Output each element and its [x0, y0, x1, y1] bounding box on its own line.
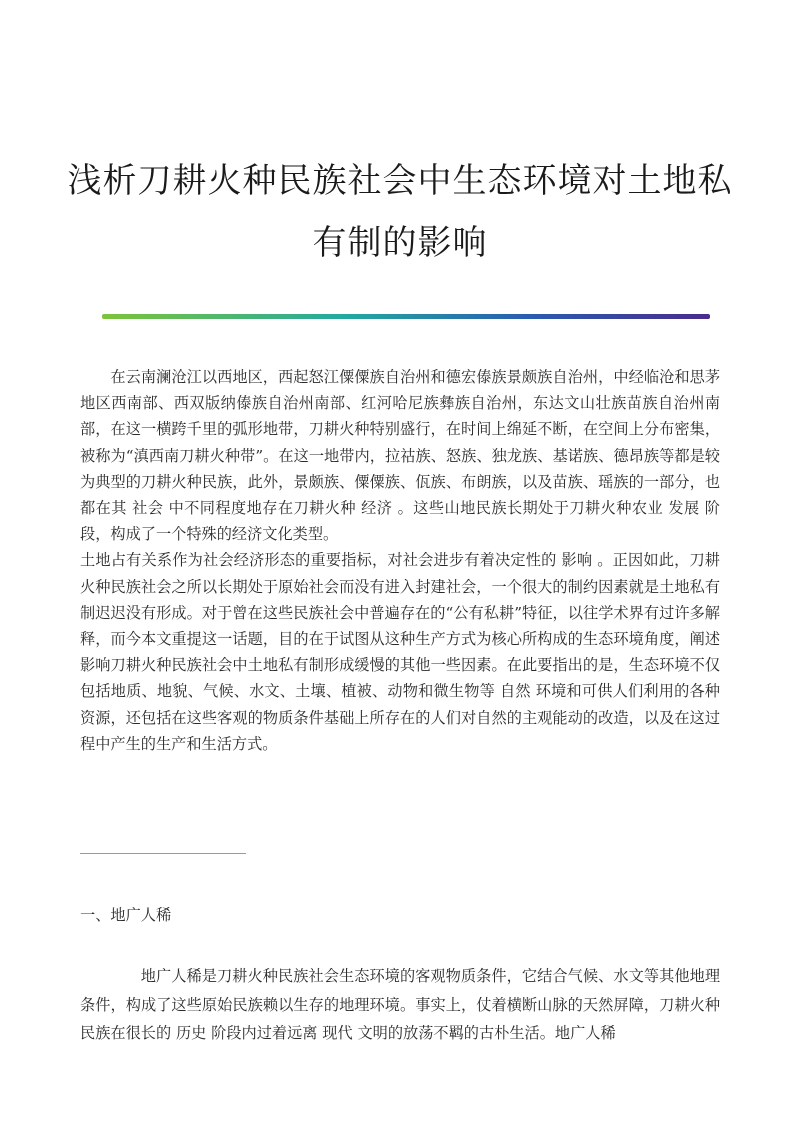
footnote-divider — [80, 853, 246, 854]
document-title — [60, 150, 740, 274]
title-gradient-divider — [102, 314, 710, 319]
title-line-1: 浅析刀耕火种民族社会中生态环境对土地私 — [67, 161, 733, 201]
intro-paragraph-2: 土地占有关系作为社会经济形态的重要指标，对社会进步有着决定性的 影响 。正因如此，刀耕火种民族社会之所以长期处于原始社会而没有进入封建社会，一个很大的制约因素就是土地私有制迟迟没有形成。对于曾在这些民族社会中普遍存在的“公有私耕”特征，以往学术界有过许多解释，而今本文重提这一话题，目的在于试图从这种生产方式为核心所构成的生态环境角度，阐述影响刀耕火种民族社会中土地私有制形成缓慢的其他一些因素。在此要指出的是，生态环境不仅包括地质、地貌、气候、水文、土壤、植被、动物和微生物等 自然 环境和可供人们利用的各种资源，还包括在这些客观的物质条件基础上所存在的人们对自然的主观能动的改造，以及在这过程中产生的生产和生活方式。 — [80, 551, 720, 753]
intro-paragraph-1: 在云南澜沧江以西地区，西起怒江僳僳族自治州和德宏傣族景颇族自治州，中经临沧和思茅地区西南部、西双版纳傣族自治州南部、红河哈尼族彝族自治州，东达文山壮族苗族自治州南部，在这一横跨千里的弧形地带，刀耕火种特别盛行，在时间上绵延不断，在空间上分布密集，被称为“滇西南刀耕火种带”。在这一地带内，拉祜族、怒族、独龙族、基诺族、德昂族等都是较为典型的刀耕火种民族，此外，景颇族、僳僳族、佤族、布朗族，以及苗族、瑶族的一部分，也都在其 社会 中不同程度地存在刀耕火种 经济 。这些山地民族长期处于刀耕火种农业 发展 阶段，构成了一个特殊的经济文化类型。 — [80, 368, 720, 544]
section-1-paragraph-1: 地广人稀是刀耕火种民族社会生态环境的客观物质条件，它结合气候、水文等其他地理条件，构成了这些原始民族赖以生存的地理环境。事实上，仗着横断山脉的天然屏障，刀耕火种民族在很长的 历史 阶段内过着远离 现代 文明的放荡不羁的古朴生活。地广人稀 — [80, 967, 720, 1042]
section-heading-1: 一、地广人稀 — [80, 906, 172, 924]
section-1-body — [80, 962, 720, 1048]
title-line-2: 有制的影响 — [312, 223, 488, 263]
intro-section — [80, 364, 720, 757]
